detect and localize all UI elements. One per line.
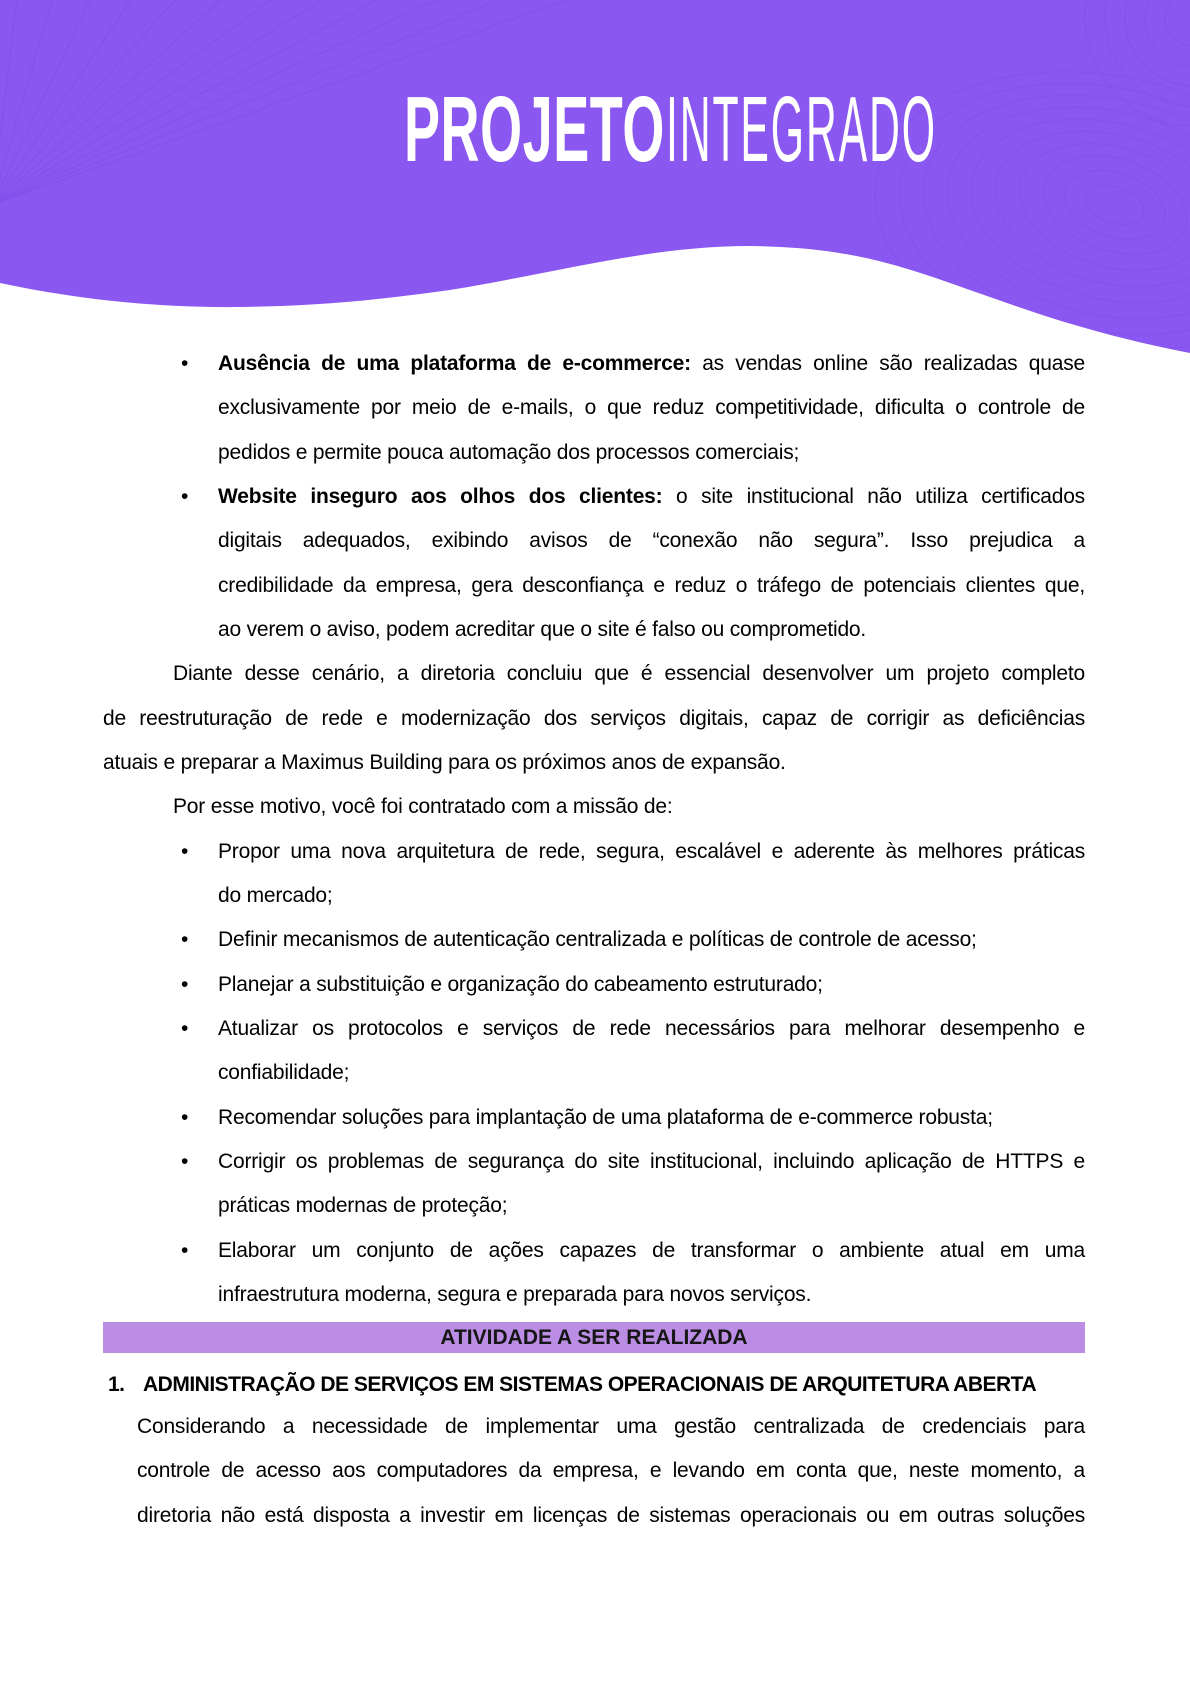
- text-line: [103, 1229, 1085, 1273]
- title-word-projeto: PROJETO: [404, 77, 665, 181]
- title-word-integrado: INTEGRADO: [666, 77, 937, 181]
- text-line: [103, 1140, 1085, 1184]
- text-line: [103, 475, 1085, 519]
- bold-run: Ausência de uma plataforma de e-commerce:: [218, 352, 691, 375]
- text-line: [103, 918, 1085, 962]
- text-line: [103, 963, 1085, 1007]
- page-title: [0, 77, 1190, 184]
- text-line: [103, 519, 1085, 563]
- text-run: Diante desse cenário, a diretoria concluiu que é essencial desenvolver um projeto completo: [173, 662, 1085, 686]
- text-run: do mercado;: [218, 883, 333, 907]
- text-run: práticas modernas de proteção;: [218, 1194, 508, 1218]
- text-line: [103, 1007, 1085, 1051]
- text-run: atuais e preparar a Maximus Building para os próximos anos de expansão.: [103, 750, 786, 774]
- section-heading: [103, 1369, 1113, 1400]
- bullet-marker: •: [181, 1238, 189, 1262]
- text-line: [103, 874, 1085, 918]
- text-line: [103, 1096, 1085, 1140]
- text-run: diretoria não está disposta a investir em licenças de sistemas operacionais ou em outras soluções: [137, 1503, 1085, 1527]
- text-run: Definir mecanismos de autenticação centralizada e políticas de controle de acesso;: [218, 928, 977, 952]
- text-line: [103, 1184, 1085, 1228]
- text-run: Elaborar um conjunto de ações capazes de transformar o ambiente atual em uma: [218, 1238, 1085, 1262]
- text-run: digitais adequados, exibindo avisos de “conexão não segura”. Isso prejudica a: [218, 529, 1085, 553]
- text-run: Propor uma nova arquitetura de rede, segura, escalável e aderente às melhores práticas: [218, 839, 1085, 863]
- bullet-marker: •: [181, 972, 189, 996]
- bullet-marker: •: [181, 928, 189, 952]
- text-run: Atualizar os protocolos e serviços de rede necessários para melhorar desempenho e: [218, 1016, 1085, 1040]
- text-line: [103, 386, 1085, 430]
- text-run: controle de acesso aos computadores da empresa, e levando em conta que, neste momento, a: [137, 1459, 1085, 1483]
- text-run: pedidos e permite pouca automação dos processos comerciais;: [218, 440, 800, 464]
- text-run: Considerando a necessidade de implementar uma gestão centralizada de credenciais para: [137, 1415, 1085, 1438]
- bullet-marker: •: [181, 1016, 189, 1040]
- section-banner: ATIVIDADE A SER REALIZADA: [103, 1322, 1085, 1353]
- text-line: [137, 1449, 1085, 1493]
- text-line: [103, 785, 1085, 829]
- text-run: Planejar a substituição e organização do cabeamento estruturado;: [218, 972, 823, 996]
- text-line: [103, 608, 1085, 652]
- text-run: Recomendar soluções para implantação de uma plataforma de e-commerce robusta;: [218, 1105, 993, 1129]
- text-line: [103, 1051, 1085, 1095]
- text-run: ao verem o aviso, podem acreditar que o site é falso ou comprometido.: [218, 617, 867, 641]
- text-line: [103, 342, 1085, 386]
- text-run: o site institucional não utiliza certificados: [662, 484, 1085, 508]
- text-run: credibilidade da empresa, gera desconfiança e reduz o tráfego de potenciais clientes que,: [218, 573, 1085, 597]
- bullet-marker: •: [181, 1105, 189, 1129]
- section-number: 1.: [108, 1373, 125, 1396]
- section-heading-text: ADMINISTRAÇÃO DE SERVIÇOS EM SISTEMAS OPERACIONAIS DE ARQUITETURA ABERTA: [143, 1373, 1037, 1396]
- text-run: de reestruturação de rede e modernização dos serviços digitais, capaz de corrigir as deficiências: [103, 706, 1085, 730]
- bullet-marker: •: [181, 484, 189, 508]
- text-run: Corrigir os problemas de segurança do site institucional, incluindo aplicação de HTTPS e: [218, 1149, 1085, 1173]
- bullet-marker: •: [181, 1149, 189, 1173]
- section-paragraph: [137, 1405, 1085, 1538]
- body-text: [103, 342, 1085, 1317]
- text-run: infraestrutura moderna, segura e preparada para novos serviços.: [218, 1282, 812, 1306]
- bullet-marker: •: [181, 839, 189, 863]
- text-line: [103, 830, 1085, 874]
- text-line: [103, 431, 1085, 475]
- text-run: Por esse motivo, você foi contratado com a missão de:: [173, 795, 673, 819]
- text-line: [103, 741, 1085, 785]
- text-line: [137, 1494, 1085, 1538]
- text-line: [103, 652, 1085, 696]
- text-line: [103, 564, 1085, 608]
- text-run: exclusivamente por meio de e-mails, o que reduz competitividade, dificulta o controle de: [218, 396, 1085, 420]
- text-run: as vendas online são realizadas quase: [690, 352, 1085, 375]
- bullet-marker: •: [181, 352, 189, 375]
- text-line: [137, 1405, 1085, 1449]
- text-run: confiabilidade;: [218, 1061, 350, 1085]
- text-line: [103, 697, 1085, 741]
- bold-run: Website inseguro aos olhos dos clientes:: [218, 484, 663, 508]
- text-line: [103, 1273, 1085, 1317]
